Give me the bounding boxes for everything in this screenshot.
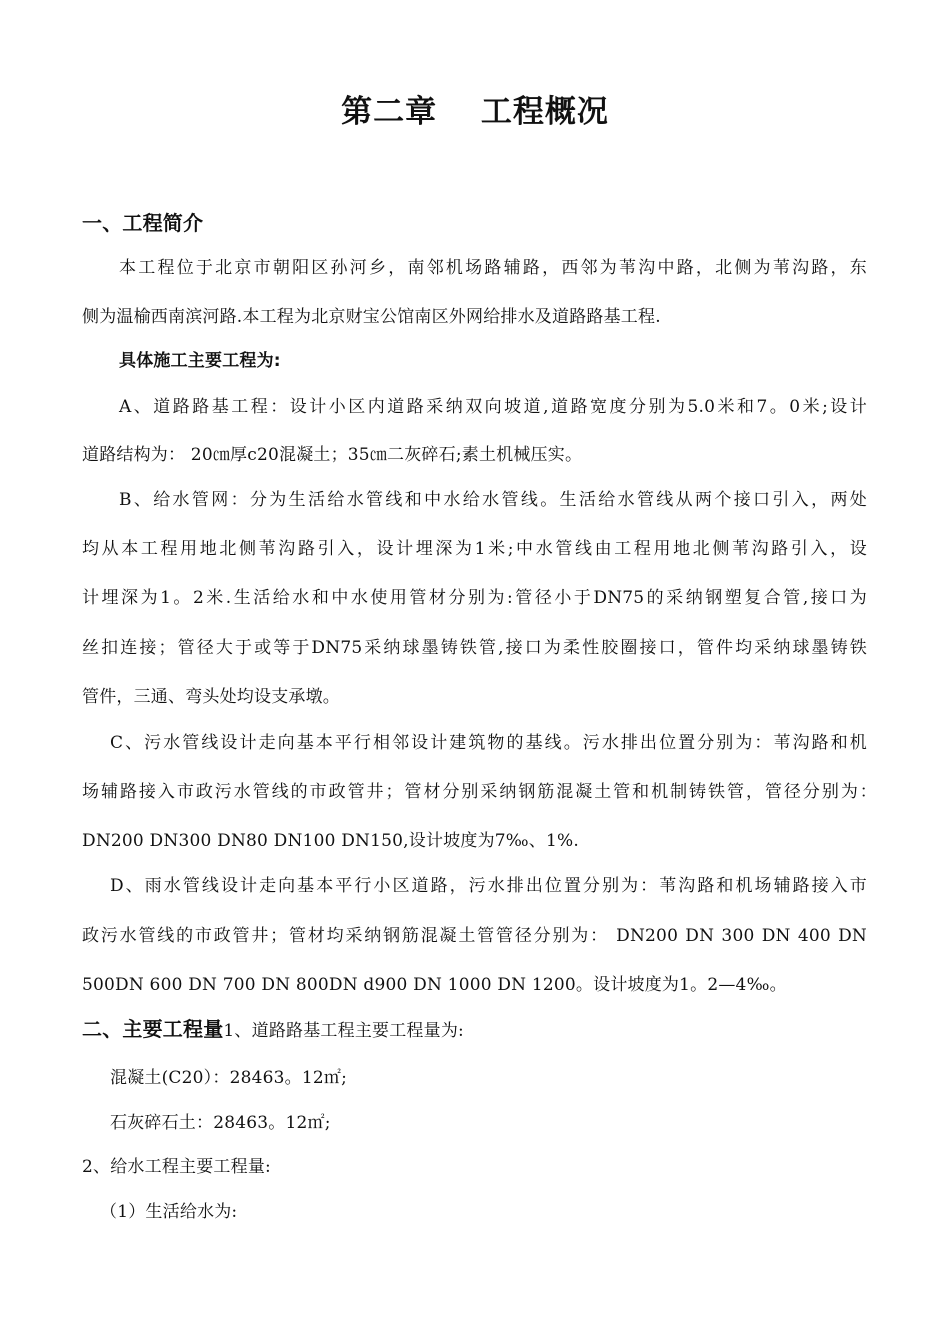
road-quantities-heading: 1、道路路基工程主要工程量为: (223, 1021, 464, 1041)
domestic-water-heading: （1）生活给水为: (100, 1202, 238, 1222)
item-d-line-1: D、雨水管线设计走向基本平行小区道路，污水排出位置分别为：苇沟路和机场辅路接入市 (110, 876, 867, 896)
quantity-concrete: 混凝土(C20）：28463。12㎡; (110, 1068, 348, 1088)
item-d-line-3: 500DN 600 DN 700 DN 800DN d900 DN 1000 DN 1200。设计坡度为1。2—4‰。 (82, 975, 787, 995)
section-heading-overview: 一、工程简介 (82, 211, 204, 235)
item-a-line-1: A、道路路基工程：设计小区内道路采纳双向坡道,道路宽度分别为5.0米和7。0米;设计 (119, 397, 867, 417)
quantity-lime-stone: 石灰碎石土：28463。12㎡; (110, 1113, 331, 1133)
item-b-line-2: 均从本工程用地北侧苇沟路引入，设计埋深为1米;中水管线由工程用地北侧苇沟路引入，设 (82, 539, 867, 559)
item-c-line-2: 场辅路接入市政污水管线的市政管井；管材分别采纳钢筋混凝土管和机制铸铁管，管径分别为： (82, 782, 877, 802)
item-b-line-1: B、给水管网：分为生活给水管线和中水给水管线。生活给水管线从两个接口引入，两处 (119, 490, 867, 510)
item-b-line-3: 计埋深为1。2米.生活给水和中水使用管材分别为:管径小于DN75的采纳钢塑复合管,接口为 (82, 588, 867, 608)
section-heading-quantities-title: 二、主要工程量 (82, 1017, 224, 1041)
intro-line-2: 侧为温榆西南滨河路.本工程为北京财宝公馆南区外网给排水及道路路基工程. (82, 307, 661, 327)
water-supply-heading: 2、给水工程主要工程量: (82, 1157, 271, 1177)
item-d-line-2: 政污水管线的市政管井；管材均采纳钢筋混凝土管管径分别为： DN200 DN 300 DN 400 DN (82, 926, 867, 946)
intro-line-1: 本工程位于北京市朝阳区孙河乡，南邻机场路辅路，西邻为苇沟中路，北侧为苇沟路，东 (119, 258, 867, 278)
item-c-line-3: DN200 DN300 DN80 DN100 DN150,设计坡度为7‰、1%. (82, 831, 579, 851)
item-b-line-4: 丝扣连接；管径大于或等于DN75采纳球墨铸铁管,接口为柔性胶圈接口，管件均采纳球墨铸铁 (82, 638, 867, 658)
chapter-title: 第二章 工程概况 (341, 94, 609, 130)
subheading-main-works: 具体施工主要工程为: (119, 351, 281, 371)
item-b-line-5: 管件，三通、弯头处均设支承墩。 (82, 687, 340, 707)
section-heading-quantities (82, 1017, 464, 1043)
item-a-line-2: 道路结构为： 20㎝厚c20混凝土；35㎝二灰碎石;素土机械压实。 (82, 445, 583, 465)
item-c-line-1: C、污水管线设计走向基本平行相邻设计建筑物的基线。污水排出位置分别为：苇沟路和机 (110, 733, 867, 753)
